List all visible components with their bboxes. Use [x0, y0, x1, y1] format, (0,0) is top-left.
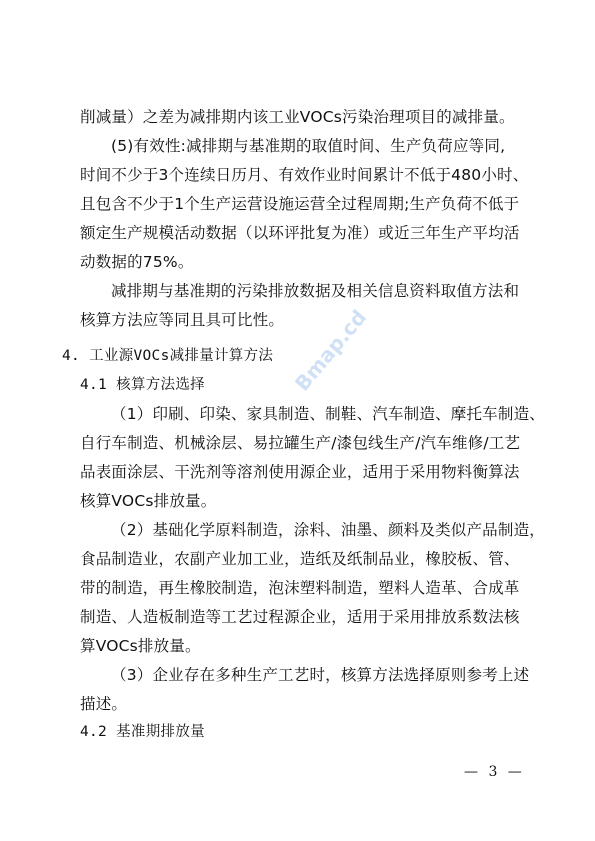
text-line: 算VOCs排放量。: [80, 637, 201, 655]
text-block-methods: [80, 400, 545, 719]
page-number: — 3 —: [464, 764, 525, 780]
text-line: 额定生产规模活动数据（以环评批复为准）或近三年生产平均活: [80, 224, 520, 242]
text-line: 时间不少于3个连续日历月、有效作业时间累计不低于480小时、: [80, 166, 529, 184]
text-line: 描述。: [80, 695, 128, 713]
section-heading-4-1: 4.1 核算方法选择: [80, 377, 205, 393]
paragraph-comparability: [80, 277, 520, 335]
text-line: 带的制造，再生橡胶制造，泡沫塑料制造，塑料人造革、合成革: [80, 579, 520, 597]
text-line: （1）印刷、印染、家具制造、制鞋、汽车制造、摩托车制造、: [111, 405, 545, 423]
text-block-effectiveness: [80, 103, 529, 335]
watermark: Bmap.cd: [290, 305, 372, 396]
text-line: 动数据的75%。: [80, 253, 194, 271]
text-line: (5)有效性:减排期与基准期的取值时间、生产负荷应等同,: [111, 137, 506, 155]
paragraph-continuation: [80, 103, 520, 132]
text-line: 核算方法应等同且具可比性。: [80, 311, 285, 329]
text-line: 核算VOCs排放量。: [80, 492, 217, 510]
section-heading-4-2: 4.2 基准期排放量: [80, 724, 205, 740]
paragraph-method-1: [80, 400, 545, 516]
text-line: （2）基础化学原料制造，涂料、油墨、颜料及类似产品制造，: [111, 521, 545, 539]
text-line: （3）企业存在多种生产工艺时，核算方法选择原则参考上述: [111, 666, 530, 684]
text-line: 品表面涂层、干洗剂等溶剂使用源企业，适用于采用物料衡算法: [80, 463, 520, 481]
paragraph-method-3: [80, 661, 530, 719]
text-line: 削减量）之差为减排期内该工业VOCs污染治理项目的减排量。: [80, 108, 515, 126]
text-line: 制造、人造板制造等工艺过程源企业，适用于采用排放系数法核: [80, 608, 520, 626]
paragraph-effectiveness: [80, 132, 529, 277]
text-line: 减排期与基准期的污染排放数据及相关信息资料取值方法和: [111, 282, 520, 300]
text-line: 食品制造业，农副产业加工业，造纸及纸制品业，橡胶板、管、: [80, 550, 520, 568]
text-line: 自行车制造、机械涂层、易拉罐生产/漆包线生产/汽车维修/工艺: [80, 434, 521, 452]
paragraph-method-2: [80, 516, 545, 661]
text-line: 且包含不少于1个生产运营设施运营全过程周期;生产负荷不低于: [80, 195, 520, 213]
section-heading-4: 4. 工业源VOCs减排量计算方法: [62, 348, 274, 364]
